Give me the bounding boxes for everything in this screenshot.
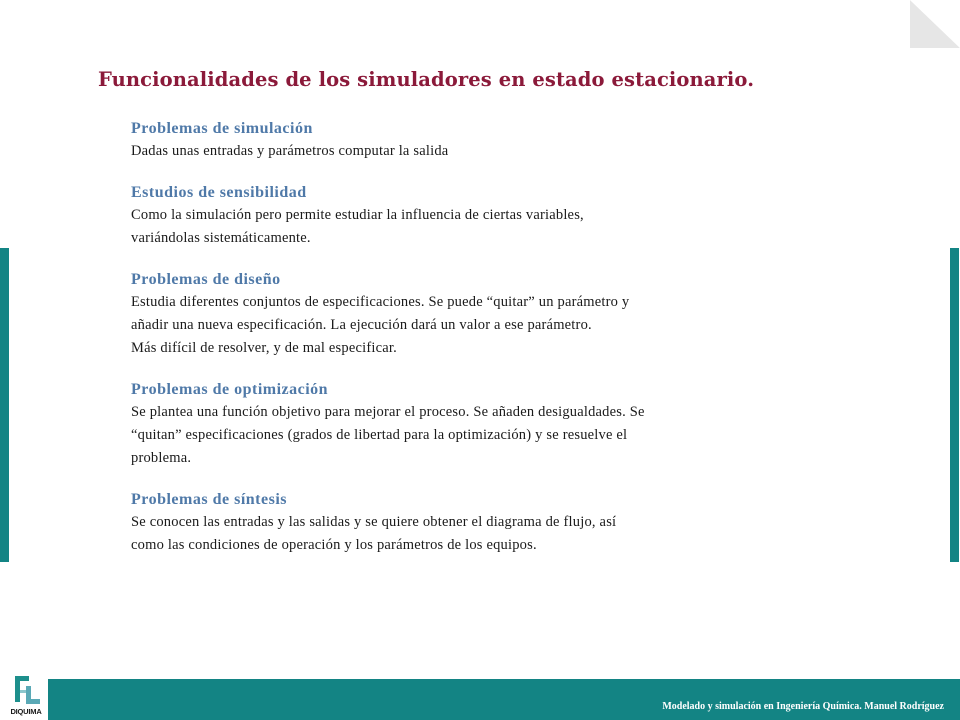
left-accent-bar bbox=[0, 248, 9, 562]
section-body: Se conocen las entradas y las salidas y se quiere obtener el diagrama de flujo, así como las condiciones de operación y los parámetros de los equipos. bbox=[131, 514, 617, 553]
section-optimization bbox=[131, 379, 851, 470]
footer-text: Modelado y simulación en Ingeniería Química. Manuel Rodríguez bbox=[662, 701, 944, 712]
section-body: Como la simulación pero permite estudiar la influencia de ciertas variables, variándolas sistemáticamente. bbox=[131, 207, 584, 246]
content-list bbox=[131, 118, 851, 576]
logo-text: DIQUIMA bbox=[10, 707, 42, 716]
section-heading: Problemas de simulación bbox=[131, 120, 313, 137]
logo-icon bbox=[6, 674, 46, 708]
section-body: Estudia diferentes conjuntos de especificaciones. Se puede “quitar” un parámetro y añadir una nueva especificación. La ejecución dará un valor a ese parámetro. Más difícil de resolver, y de mal especificar. bbox=[131, 294, 630, 356]
section-heading: Problemas de diseño bbox=[131, 271, 281, 288]
right-accent-bar bbox=[950, 248, 959, 562]
section-heading: Estudios de sensibilidad bbox=[131, 184, 307, 201]
section-body: Se plantea una función objetivo para mejorar el proceso. Se añaden desigualdades. Se “quitan” especificaciones (grados de libertad para la optimización) y se resuelve el problema. bbox=[131, 404, 645, 466]
section-simulation bbox=[131, 118, 851, 163]
footer-bar bbox=[48, 679, 960, 720]
section-sensitivity bbox=[131, 182, 851, 250]
page-corner-fold bbox=[910, 0, 960, 48]
diquima-logo bbox=[6, 674, 46, 720]
section-heading: Problemas de síntesis bbox=[131, 491, 287, 508]
section-heading: Problemas de optimización bbox=[131, 381, 329, 398]
section-design bbox=[131, 269, 851, 360]
slide-title: Funcionalidades de los simuladores en estado estacionario. bbox=[98, 68, 755, 91]
section-synthesis bbox=[131, 489, 851, 557]
section-body: Dadas unas entradas y parámetros computar la salida bbox=[131, 143, 449, 159]
